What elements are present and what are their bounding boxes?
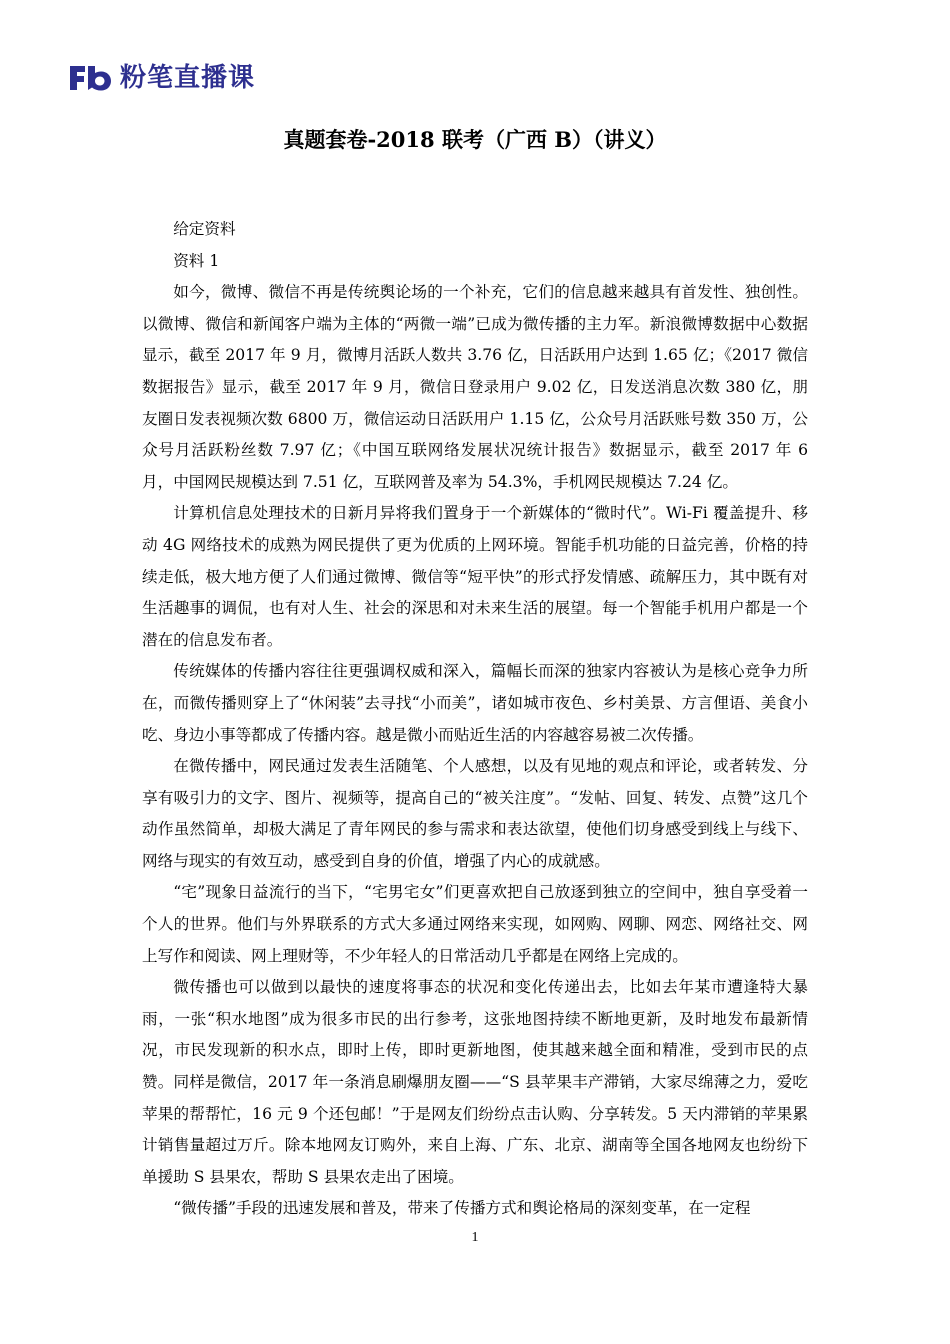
brand-logo (68, 62, 255, 94)
paragraph: 微传播也可以做到以最快的速度将事态的状况和变化传递出去，比如去年某市遭逢特大暴雨，一张“积水地图”成为很多市民的出行参考，这张地图持续不断地更新，及时地发布最新情况，市民发现新的积水点，即时上传，即时更新地图，使其越来越全面和精准，受到市民的点赞。同样是微信，2017 年一条消息刷爆朋友圈——“S 县苹果丰产滞销，大家尽绵薄之力，爱吃苹果的帮帮忙，16 元 9 个还包邮！”于是网友们纷纷点击认购、分享转发。5 天内滞销的苹果累计销售量超过万斤。除本地网友订购外，来自上海、广东、北京、湖南等全国各地网友也纷纷下单援助 S 县果农，帮助 S 县果农走出了困境。 (142, 978, 808, 1186)
paragraph: 如今，微博、微信不再是传统舆论场的一个补充，它们的信息越来越具有首发性、独创性。以微博、微信和新闻客户端为主体的“两微一端”已成为微传播的主力军。新浪微博数据中心数据显示，截至 2017 年 9 月，微博月活跃人数共 3.76 亿，日活跃用户达到 1.65 亿；《2017 微信数据报告》显示，截至 2017 年 9 月，微信日登录用户 9.02 亿，日发送消息次数 380 亿，朋友圈日发表视频次数 6800 万，微信运动日活跃用户 1.15 亿，公众号月活跃账号数 350 万，公众号月活跃粉丝数 7.97 亿；《中国互联网络发展状况统计报告》数据显示，截至 2017 年 6 月，中国网民规模达到 7.51 亿，互联网普及率为 54.3%，手机网民规模达 7.24 亿。 (142, 283, 808, 491)
document-title: 真题套卷-2018 联考（广西 B）（讲义） (283, 127, 667, 152)
paragraph: 计算机信息处理技术的日新月异将我们置身于一个新媒体的“微时代”。Wi-Fi 覆盖提升、移动 4G 网络技术的成熟为网民提供了更为优质的上网环境。智能手机功能的日益完善，价格的持续走低，极大地方便了人们通过微博、微信等“短平快”的形式抒发情感、疏解压力，其中既有对生活趣事的调侃，也有对人生、社会的深思和对未来生活的展望。每一个智能手机用户都是一个潜在的信息发布者。 (142, 504, 808, 649)
document-body (142, 214, 808, 1225)
paragraph: 在微传播中，网民通过发表生活随笔、个人感想，以及有见地的观点和评论，或者转发、分享有吸引力的文字、图片、视频等，提高自己的“被关注度”。“发帖、回复、转发、点赞”这几个动作虽然简单，却极大满足了青年网民的参与需求和表达欲望，使他们切身感受到线上与线下、网络与现实的有效互动，感受到自身的价值，增强了内心的成就感。 (142, 757, 808, 870)
fb-logo-icon (68, 63, 114, 93)
section-label: 给定资料 (173, 220, 236, 238)
paragraph: 传统媒体的传播内容往往更强调权威和深入，篇幅长而深的独家内容被认为是核心竞争力所在，而微传播则穿上了“休闲装”去寻找“小而美”，诸如城市夜色、乡村美景、方言俚语、美食小吃、身边小事等都成了传播内容。越是微小而贴近生活的内容越容易被二次传播。 (142, 662, 808, 744)
logo-text: 粉笔直播课 (120, 63, 256, 93)
page-number: 1 (471, 1230, 479, 1245)
paragraph: “微传播”手段的迅速发展和普及，带来了传播方式和舆论格局的深刻变革，在一定程 (173, 1199, 751, 1218)
paragraph: “宅”现象日益流行的当下，“宅男宅女”们更喜欢把自己放逐到独立的空间中，独自享受着一个人的世界。他们与外界联系的方式大多通过网络来实现，如网购、网聊、网恋、网络社交、网上写作和阅读、网上理财等，不少年轻人的日常活动几乎都是在网络上完成的。 (142, 883, 808, 965)
material-label: 资料 1 (173, 251, 220, 270)
